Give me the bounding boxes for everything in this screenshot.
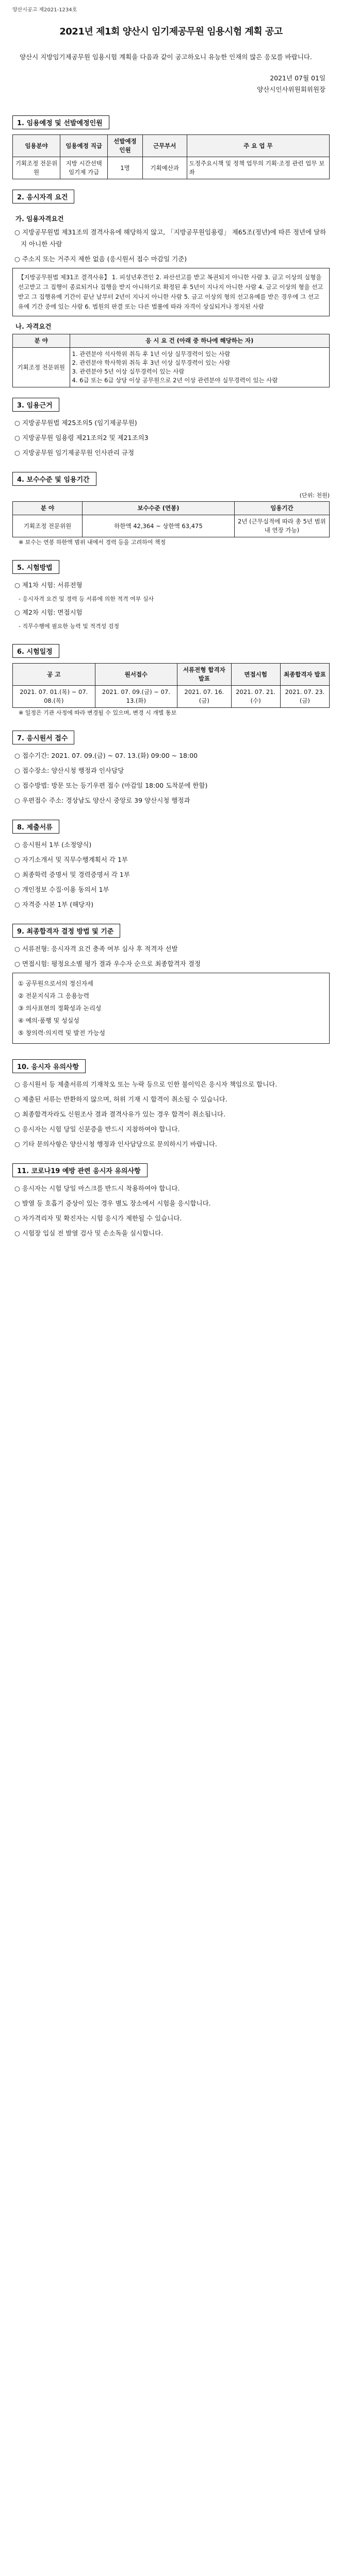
note: ※ 일정은 기관 사정에 따라 변경될 수 있으며, 변경 시 개별 통보	[19, 709, 177, 716]
table-header: 임용기간	[234, 502, 329, 515]
list-item: ③ 의사표현의 정확성과 논리성	[18, 1005, 102, 1012]
list-item: ① 공무원으로서의 정신자세	[18, 980, 93, 987]
list-item: ② 전문지식과 그 응용능력	[18, 992, 90, 999]
paragraph: ○ 응시원서 1부 (소정양식)	[14, 841, 92, 849]
paragraph: ○ 지방공무원 임기제공무원 인사관리 규정	[14, 449, 135, 456]
paragraph: ○ 응시원서 등 제출서류의 기재착오 또는 누락 등으로 인한 불이익은 응시자 책임으로 합니다.	[14, 1080, 278, 1088]
table-header: 보수수준 (연봉)	[83, 502, 235, 515]
paragraph: ○ 우편접수 주소: 경상남도 양산시 중앙로 39 양산시청 행정과	[14, 796, 190, 804]
paragraph: ○ 응시자는 시험 당일 마스크를 반드시 착용하여야 합니다.	[14, 1184, 180, 1192]
paragraph: ○ 발열 등 호흡기 증상이 있는 경우 별도 장소에서 시험을 응시합니다.	[14, 1199, 211, 1207]
issuing-org: 양산시인사위원회위원장	[257, 86, 325, 93]
section-6-heading: 6. 시험일정	[12, 644, 59, 658]
section-2-heading: 2. 응시자격 요건	[12, 190, 74, 204]
paragraph: ○ 지방공무원법 제25조의5 (임기제공무원)	[14, 419, 137, 427]
table-header: 임용예정 직급	[60, 135, 108, 157]
paragraph: ○ 지방공무원 임용령 제21조의2 및 제21조의3	[14, 434, 149, 442]
list-item: 3. 관련분야 5년 이상 실무경력이 있는 사람	[72, 368, 185, 375]
unit-label: (단위: 천원)	[299, 492, 330, 499]
subsection-heading: 가. 임용자격요건	[15, 215, 64, 223]
paragraph: ○ 자기소개서 및 직무수행계획서 각 1부	[14, 856, 128, 863]
section-1-heading: 1. 임용예정 및 선발예정인원	[12, 115, 109, 129]
section-8-heading: 8. 제출서류	[12, 820, 59, 834]
list-item: 1. 관련분야 석사학위 취득 후 1년 이상 실무경력이 있는 사람	[72, 350, 231, 358]
paragraph: ○ 제2차 시험: 면접시험	[14, 608, 83, 616]
evaluation-box	[12, 973, 330, 1044]
section-10-heading: 10. 응시자 유의사항	[12, 1059, 86, 1073]
disqualification-box: 【지방공무원법 제31조 결격사유】 1. 피성년후견인 2. 파산선고를 받고 복권되지 아니한 사람 3. 금고 이상의 실형을 선고받고 그 집행이 종료되거나 집행을 받지 아니하기로 확정된 후 5년이 지나지 아니한 사람 4. 금고 이상의 형을 선고받고 그 집행유예 기간이 끝난 날부터 2년이 지나지 아니한 사람 5. 금고 이상의 형의 선고유예를 받은 경우에 그 선고유예 기간 중에 있는 사람 6. 법원의 판결 또는 다른 법률에 따라 자격이 상실되거나 정지된 사람	[12, 268, 330, 316]
table-header: 임용분야	[13, 135, 60, 157]
paragraph: ○ 서류전형: 응시자격 요건 충족 여부 심사 후 적격자 선발	[14, 945, 178, 953]
table-header: 선발예정 인원	[108, 135, 143, 157]
section-3-heading: 3. 임용근거	[12, 398, 59, 412]
table-cell: 기획예산과	[142, 157, 187, 179]
paragraph: ○ 최종합격자라도 신원조사 결과 결격사유가 있는 경우 합격이 취소됩니다.	[14, 1110, 225, 1118]
table-header: 근무부서	[142, 135, 187, 157]
table-header: 주 요 업 무	[187, 135, 329, 157]
section-9-heading: 9. 최종합격자 결정 방법 및 기준	[12, 924, 120, 938]
table-cell: 2021. 07. 09.(금) ~ 07. 13.(화)	[95, 686, 177, 708]
paragraph: ○ 자가격리자 및 확진자는 시험 응시가 제한될 수 있습니다.	[14, 1214, 182, 1222]
table-header: 응 시 요 건 (아래 중 하나에 해당하는 자)	[70, 334, 329, 348]
table-cell: 2021. 07. 21.(수)	[231, 686, 280, 708]
paragraph: ○ 접수장소: 양산시청 행정과 인사담당	[14, 767, 124, 774]
table-cell: 지방 시간선택 임기제 가급	[60, 157, 108, 179]
paragraph: ○ 면접시험: 평정요소별 평가 결과 우수자 순으로 최종합격자 결정	[14, 960, 201, 968]
paragraph: ○ 기타 문의사항은 양산시청 행정과 인사담당으로 문의하시기 바랍니다.	[14, 1140, 217, 1148]
table-cell: 도정주요시책 및 정책 업무의 기획·조정 관련 업무 보좌	[187, 157, 329, 179]
section-4-heading: 4. 보수수준 및 임용기간	[12, 472, 96, 486]
table-cell: 1명	[108, 157, 143, 179]
list-item: ⑤ 창의력·의지력 및 발전 가능성	[18, 1029, 105, 1037]
table-cell: 2021. 07. 16.(금)	[177, 686, 231, 708]
table-cell: 기획조정 전문위원	[13, 348, 70, 387]
paragraph: - 응시자격 요건 및 경력 등 서류에 의한 적격 여부 심사	[19, 596, 154, 602]
paragraph: ○ 자격증 사본 1부 (해당자)	[14, 901, 94, 908]
table-cell	[70, 348, 329, 387]
section-5-heading: 5. 시험방법	[12, 560, 59, 574]
table-header: 면접시험	[231, 664, 280, 686]
table-cell: 2021. 07. 01.(목) ~ 07. 08.(목)	[13, 686, 95, 708]
paragraph: - 직무수행에 필요한 능력 및 적격성 검정	[19, 623, 119, 630]
subsection-heading: 나. 자격요건	[15, 323, 52, 330]
page-title: 2021년 제1회 양산시 임기제공무원 임용시험 계획 공고	[59, 26, 283, 37]
paragraph: ○ 제1차 시험: 서류전형	[14, 581, 83, 589]
section-7-heading: 7. 응시원서 접수	[12, 731, 74, 744]
notice-number: 양산시공고 제2021-1234호	[12, 7, 77, 13]
table-header: 공 고	[13, 664, 95, 686]
paragraph: ○ 주소지 또는 거주지 제한 없음 (응시원서 접수 마감일 기준)	[14, 255, 187, 263]
table-header: 최종합격자 발표	[280, 664, 329, 686]
table-cell: 하한액 42,364 ~ 상한액 63,475	[83, 515, 235, 537]
table-header: 분 야	[13, 334, 70, 348]
list-item: 4. 6급 또는 6급 상당 이상 공무원으로 2년 이상 관련분야 실무경력이 있는 사람	[72, 377, 278, 384]
paragraph: ○ 개인정보 수집·이용 동의서 1부	[14, 886, 109, 893]
table-header: 서류전형 합격자 발표	[177, 664, 231, 686]
announcement-date: 2021년 07월 01일	[270, 74, 325, 82]
table-header: 분 야	[13, 502, 83, 515]
schedule-table	[12, 663, 330, 708]
note: ※ 보수는 연봉 하한액 범위 내에서 경력 등을 고려하여 책정	[19, 539, 166, 546]
paragraph: ○ 시험장 입실 전 발열 검사 및 손소독을 실시합니다.	[14, 1229, 164, 1237]
list-item: 2. 관련분야 학사학위 취득 후 3년 이상 실무경력이 있는 사람	[72, 359, 231, 366]
paragraph: ○ 접수방법: 방문 또는 등기우편 접수 (마감일 18:00 도착분에 한함)	[14, 782, 208, 789]
table-cell: 기획조정 전문위원	[13, 157, 60, 179]
paragraph: ○ 지방공무원법 제31조의 결격사유에 해당하지 않고, 「지방공무원임용령」 제65조(정년)에 따른 정년에 달하지 아니한 사람	[14, 228, 327, 248]
table-header: 원서접수	[95, 664, 177, 686]
section-11-heading: 11. 코로나19 예방 관련 응시자 유의사항	[12, 1163, 148, 1177]
list-item: ④ 예의·품행 및 성실성	[18, 1017, 79, 1024]
table-cell: 기획조정 전문위원	[13, 515, 83, 537]
paragraph: ○ 제출된 서류는 반환하지 않으며, 허위 기재 시 합격이 취소될 수 있습니다.	[14, 1095, 227, 1103]
salary-table	[12, 501, 330, 537]
intro-text: 양산시 지방임기제공무원 임용시험 계획을 다음과 같이 공고하오니 유능한 인재의 많은 응모를 바랍니다.	[20, 53, 312, 61]
paragraph: ○ 접수기간: 2021. 07. 09.(금) ~ 07. 13.(화) 09:00 ~ 18:00	[14, 752, 198, 759]
paragraph: ○ 응시자는 시험 당일 신분증을 반드시 지참하여야 합니다.	[14, 1125, 180, 1133]
table-cell: 2년 (근무실적에 따라 총 5년 범위 내 연장 가능)	[234, 515, 329, 537]
qualification-table	[12, 334, 330, 387]
position-table	[12, 134, 330, 179]
paragraph: ○ 최종학력 증명서 및 경력증명서 각 1부	[14, 871, 130, 878]
table-cell: 2021. 07. 23.(금)	[280, 686, 329, 708]
